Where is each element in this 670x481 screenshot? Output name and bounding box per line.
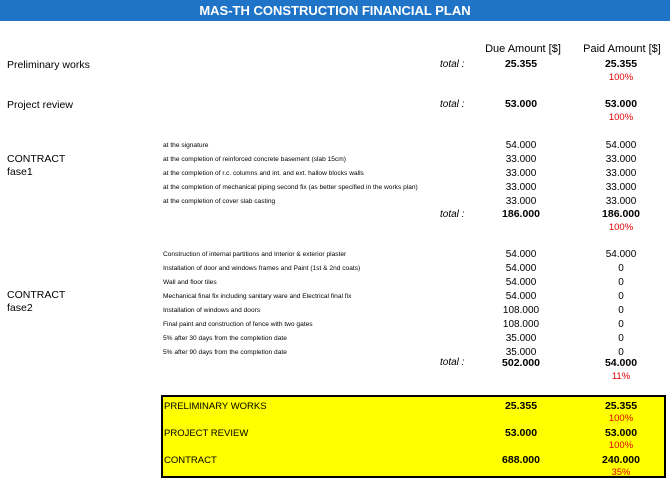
- summary-paid: 25.355: [604, 400, 638, 412]
- fase1-due-total: 186.000: [502, 208, 540, 220]
- contract-fase1-sublabel: fase1: [7, 166, 33, 178]
- fase1-item-paid: 33.000: [605, 196, 637, 207]
- fase2-item-desc: Final paint and construction of fence with two gates: [163, 321, 313, 328]
- fase1-total-label: total :: [440, 209, 465, 220]
- fase2-item-due: 108.000: [502, 305, 540, 316]
- fase2-total-label: total :: [440, 357, 465, 368]
- fase2-item-paid: 0: [618, 291, 624, 302]
- summary-box: [161, 395, 666, 478]
- fase1-percent: 100%: [608, 222, 634, 233]
- review-due-total: 53.000: [504, 98, 538, 110]
- preliminary-due-total: 25.355: [504, 58, 538, 70]
- fase1-item-paid: 33.000: [605, 154, 637, 165]
- review-percent: 100%: [608, 112, 634, 123]
- fase2-item-desc: Installation of windows and doors: [163, 307, 261, 314]
- fase2-item-due: 35.000: [505, 347, 537, 358]
- fase2-item-due: 54.000: [505, 277, 537, 288]
- fase2-due-total: 502.000: [502, 357, 540, 369]
- fase1-item-paid: 54.000: [605, 140, 637, 151]
- paid-amount-header: Paid Amount [$]: [583, 43, 661, 55]
- contract-fase2-sublabel: fase2: [7, 302, 33, 314]
- fase1-item-due: 54.000: [505, 140, 537, 151]
- fase2-item-due: 35.000: [505, 333, 537, 344]
- fase1-item-desc: at the completion of reinforced concrete basement (slab 15cm): [163, 156, 346, 163]
- fase2-item-paid: 0: [618, 305, 624, 316]
- summary-percent: 100%: [608, 440, 634, 451]
- fase2-paid-total: 54.000: [604, 357, 638, 369]
- fase2-item-paid: 0: [618, 347, 624, 358]
- fase2-item-paid: 0: [618, 319, 624, 330]
- fase2-item-desc: Construction of internal partitions and Interior & exterior plaster: [163, 251, 347, 258]
- fase1-paid-total: 186.000: [602, 208, 640, 220]
- fase1-item-due: 33.000: [505, 168, 537, 179]
- summary-paid: 53.000: [604, 427, 638, 439]
- fase2-item-desc: 5% after 30 days from the completion date: [163, 335, 287, 342]
- page-title: MAS-TH CONSTRUCTION FINANCIAL PLAN: [0, 0, 670, 21]
- project-review-label: Project review: [7, 99, 73, 111]
- fase2-percent: 11%: [611, 371, 631, 382]
- summary-percent: 35%: [611, 467, 631, 478]
- summary-paid: 240.000: [602, 454, 640, 466]
- fase2-item-desc: Mechanical final fix including sanitary ware and Electrical final fix: [163, 293, 352, 300]
- fase2-item-desc: Installation of door and windows frames and Paint (1st & 2nd coats): [163, 265, 361, 272]
- summary-due: 53.000: [504, 427, 538, 439]
- review-total-label: total :: [440, 99, 465, 110]
- preliminary-works-label: Preliminary works: [7, 59, 90, 71]
- due-amount-header: Due Amount [$]: [485, 43, 561, 55]
- fase1-item-paid: 33.000: [605, 182, 637, 193]
- summary-due: 25.355: [504, 400, 538, 412]
- fase1-item-desc: at the signature: [163, 142, 209, 149]
- preliminary-percent: 100%: [608, 72, 634, 83]
- fase2-item-paid: 0: [618, 277, 624, 288]
- fase2-item-paid: 0: [618, 263, 624, 274]
- summary-label: PRELIMINARY WORKS: [164, 401, 267, 412]
- fase2-item-desc: 5% after 90 days from the completion date: [163, 349, 287, 356]
- contract-fase1-label: CONTRACT: [7, 153, 66, 165]
- summary-percent: 100%: [608, 413, 634, 424]
- preliminary-total-label: total :: [440, 59, 465, 70]
- preliminary-paid-total: 25.355: [604, 58, 638, 70]
- fase1-item-desc: at the completion of mechanical piping second fix (as better specified in the works plan): [163, 184, 418, 191]
- fase1-item-paid: 33.000: [605, 168, 637, 179]
- contract-fase2-label: CONTRACT: [7, 289, 66, 301]
- fase2-item-due: 108.000: [502, 319, 540, 330]
- fase2-item-due: 54.000: [505, 263, 537, 274]
- fase2-item-due: 54.000: [505, 291, 537, 302]
- fase1-item-due: 33.000: [505, 182, 537, 193]
- fase2-item-paid: 54.000: [605, 249, 637, 260]
- fase1-item-due: 33.000: [505, 196, 537, 207]
- fase1-item-due: 33.000: [505, 154, 537, 165]
- fase2-item-paid: 0: [618, 333, 624, 344]
- summary-label: PROJECT REVIEW: [164, 428, 249, 439]
- review-paid-total: 53.000: [604, 98, 638, 110]
- fase2-item-desc: Wall and floor tiles: [163, 279, 217, 286]
- fase2-item-due: 54.000: [505, 249, 537, 260]
- summary-label: CONTRACT: [164, 455, 217, 466]
- fase1-item-desc: at the completion of r.c. columns and int. and ext. hallow blocks walls: [163, 170, 364, 177]
- summary-due: 688.000: [502, 454, 540, 466]
- fase1-item-desc: at the completion of cover slab casting: [163, 198, 276, 205]
